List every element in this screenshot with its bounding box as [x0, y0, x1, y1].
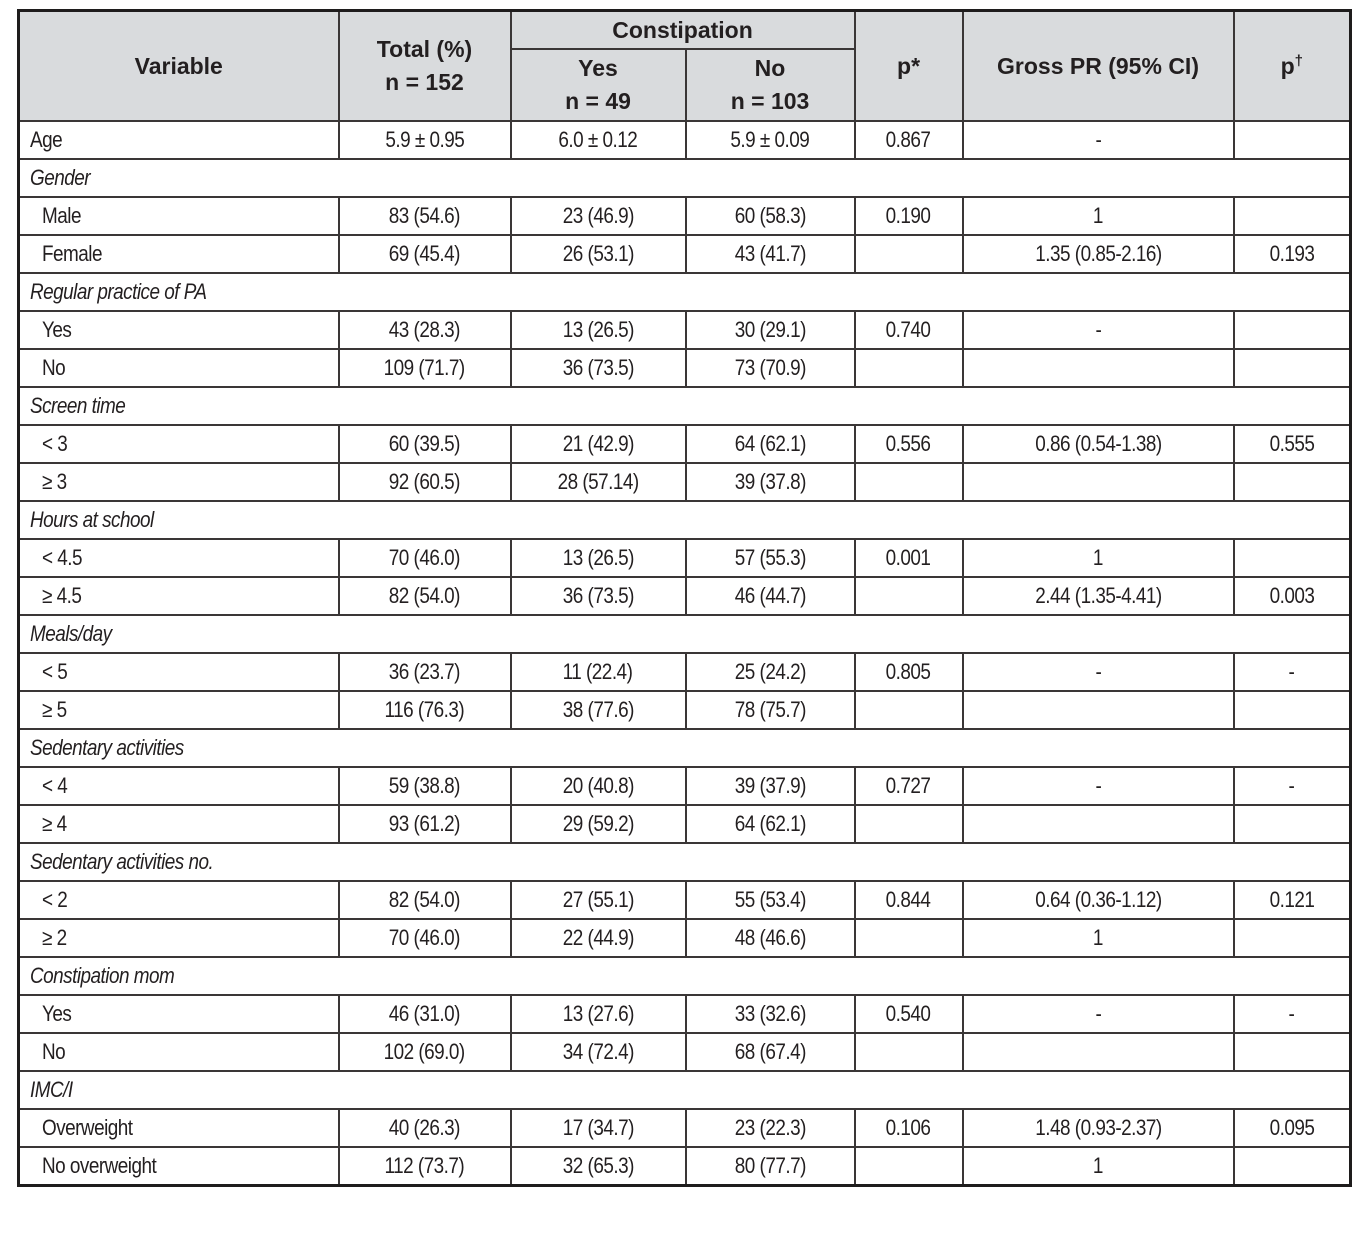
cell-p-dagger	[1234, 121, 1351, 159]
header-no	[686, 49, 855, 121]
header-gross-pr: Gross PR (95% CI)	[963, 11, 1234, 122]
cell-gross-pr: 1.35 (0.85-2.16)	[963, 235, 1234, 273]
cell-label: No	[19, 1033, 339, 1071]
cell-no: 60 (58.3)	[686, 197, 855, 235]
cell-yes: 13 (27.6)	[511, 995, 686, 1033]
cell-no: 46 (44.7)	[686, 577, 855, 615]
cell-gross-pr: 1	[963, 539, 1234, 577]
cell-total: 70 (46.0)	[339, 539, 511, 577]
cell-no: 23 (22.3)	[686, 1109, 855, 1147]
cell-total: 69 (45.4)	[339, 235, 511, 273]
table-row	[19, 577, 1351, 615]
cell-label: ≥ 4.5	[19, 577, 339, 615]
cell-label: ≥ 3	[19, 463, 339, 501]
table-row	[19, 995, 1351, 1033]
cell-gross-pr: 2.44 (1.35-4.41)	[963, 577, 1234, 615]
cell-total: 116 (76.3)	[339, 691, 511, 729]
cell-label: Female	[19, 235, 339, 273]
cell-p	[855, 805, 963, 843]
table-row	[19, 1033, 1351, 1071]
cell-p: 0.867	[855, 121, 963, 159]
group-title: Meals/day	[19, 615, 1351, 653]
cell-p: 0.190	[855, 197, 963, 235]
cell-total: 70 (46.0)	[339, 919, 511, 957]
group-title: Hours at school	[19, 501, 1351, 539]
cell-label: Male	[19, 197, 339, 235]
cell-p: 0.805	[855, 653, 963, 691]
group-title: Gender	[19, 159, 1351, 197]
cell-p-dagger: 0.193	[1234, 235, 1351, 273]
cell-p: 0.106	[855, 1109, 963, 1147]
table-row	[19, 805, 1351, 843]
cell-no: 78 (75.7)	[686, 691, 855, 729]
group-header-row	[19, 957, 1351, 995]
cell-p-dagger	[1234, 1147, 1351, 1186]
group-title: IMC/I	[19, 1071, 1351, 1109]
cell-yes: 28 (57.14)	[511, 463, 686, 501]
cell-yes: 26 (53.1)	[511, 235, 686, 273]
group-header-row	[19, 615, 1351, 653]
cell-gross-pr: -	[963, 311, 1234, 349]
group-header-row	[19, 387, 1351, 425]
cell-yes: 27 (55.1)	[511, 881, 686, 919]
cell-label: < 4.5	[19, 539, 339, 577]
cell-p	[855, 1033, 963, 1071]
table-body	[19, 121, 1351, 1186]
cell-yes: 36 (73.5)	[511, 349, 686, 387]
group-header-row	[19, 159, 1351, 197]
cell-p-dagger: 0.095	[1234, 1109, 1351, 1147]
cell-label: Overweight	[19, 1109, 339, 1147]
cell-yes: 34 (72.4)	[511, 1033, 686, 1071]
cell-gross-pr	[963, 805, 1234, 843]
table-header	[19, 11, 1351, 122]
cell-no: 39 (37.9)	[686, 767, 855, 805]
cell-yes: 20 (40.8)	[511, 767, 686, 805]
cell-gross-pr: 1	[963, 197, 1234, 235]
cell-total: 5.9 ± 0.95	[339, 121, 511, 159]
cell-label: Age	[19, 121, 339, 159]
table-row	[19, 919, 1351, 957]
table-row	[19, 349, 1351, 387]
cell-no: 57 (55.3)	[686, 539, 855, 577]
table-row	[19, 691, 1351, 729]
cell-no: 80 (77.7)	[686, 1147, 855, 1186]
cell-yes: 32 (65.3)	[511, 1147, 686, 1186]
cell-label: < 2	[19, 881, 339, 919]
header-yes-label: Yes	[578, 55, 618, 81]
header-total	[339, 11, 511, 122]
header-p-star: p*	[855, 11, 963, 122]
table-row-age	[19, 121, 1351, 159]
cell-total: 82 (54.0)	[339, 577, 511, 615]
cell-no: 30 (29.1)	[686, 311, 855, 349]
cell-p: 0.540	[855, 995, 963, 1033]
cell-p	[855, 349, 963, 387]
cell-p: 0.556	[855, 425, 963, 463]
cell-no: 64 (62.1)	[686, 425, 855, 463]
constipation-variables-table	[17, 9, 1352, 1187]
cell-label: < 5	[19, 653, 339, 691]
table-row	[19, 197, 1351, 235]
group-header-row	[19, 729, 1351, 767]
cell-yes: 22 (44.9)	[511, 919, 686, 957]
header-no-n: n = 103	[730, 88, 810, 114]
header-yes	[511, 49, 686, 121]
cell-label: ≥ 5	[19, 691, 339, 729]
cell-gross-pr: 1	[963, 1147, 1234, 1186]
cell-p: 0.740	[855, 311, 963, 349]
cell-no: 43 (41.7)	[686, 235, 855, 273]
header-constipation: Constipation	[511, 11, 855, 50]
cell-gross-pr: 1	[963, 919, 1234, 957]
cell-p-dagger	[1234, 463, 1351, 501]
cell-total: 82 (54.0)	[339, 881, 511, 919]
cell-p: 0.001	[855, 539, 963, 577]
cell-total: 46 (31.0)	[339, 995, 511, 1033]
cell-gross-pr: 0.64 (0.36-1.12)	[963, 881, 1234, 919]
cell-p-dagger: 0.003	[1234, 577, 1351, 615]
cell-label: < 3	[19, 425, 339, 463]
cell-gross-pr	[963, 463, 1234, 501]
cell-p	[855, 463, 963, 501]
cell-label: Yes	[19, 311, 339, 349]
cell-gross-pr: 1.48 (0.93-2.37)	[963, 1109, 1234, 1147]
cell-yes: 11 (22.4)	[511, 653, 686, 691]
table-row	[19, 653, 1351, 691]
cell-p-dagger: 0.121	[1234, 881, 1351, 919]
group-header-row	[19, 843, 1351, 881]
header-total-label: Total (%)	[376, 36, 473, 62]
table-row	[19, 539, 1351, 577]
table-row	[19, 1109, 1351, 1147]
cell-total: 36 (23.7)	[339, 653, 511, 691]
cell-gross-pr	[963, 1033, 1234, 1071]
cell-p: 0.844	[855, 881, 963, 919]
cell-gross-pr: -	[963, 653, 1234, 691]
cell-label: < 4	[19, 767, 339, 805]
table-row	[19, 425, 1351, 463]
cell-no: 33 (32.6)	[686, 995, 855, 1033]
group-header-row	[19, 273, 1351, 311]
group-header-row	[19, 501, 1351, 539]
cell-gross-pr	[963, 691, 1234, 729]
cell-p-dagger	[1234, 1033, 1351, 1071]
table-row	[19, 235, 1351, 273]
group-header-row	[19, 1071, 1351, 1109]
cell-no: 73 (70.9)	[686, 349, 855, 387]
group-title: Sedentary activities no.	[19, 843, 1351, 881]
group-title: Constipation mom	[19, 957, 1351, 995]
cell-p-dagger: -	[1234, 995, 1351, 1033]
cell-gross-pr	[963, 349, 1234, 387]
cell-p-dagger	[1234, 197, 1351, 235]
cell-no: 39 (37.8)	[686, 463, 855, 501]
cell-total: 102 (69.0)	[339, 1033, 511, 1071]
header-no-label: No	[754, 55, 786, 81]
header-p-dagger: p†	[1234, 11, 1351, 122]
cell-no: 48 (46.6)	[686, 919, 855, 957]
cell-p-dagger: -	[1234, 767, 1351, 805]
cell-gross-pr: 0.86 (0.54-1.38)	[963, 425, 1234, 463]
group-title: Screen time	[19, 387, 1351, 425]
cell-label: ≥ 2	[19, 919, 339, 957]
cell-p-dagger	[1234, 539, 1351, 577]
cell-p-dagger	[1234, 691, 1351, 729]
cell-yes: 6.0 ± 0.12	[511, 121, 686, 159]
cell-p	[855, 235, 963, 273]
cell-total: 112 (73.7)	[339, 1147, 511, 1186]
cell-p: 0.727	[855, 767, 963, 805]
cell-total: 109 (71.7)	[339, 349, 511, 387]
header-total-n: n = 152	[385, 69, 464, 95]
cell-p-dagger	[1234, 349, 1351, 387]
cell-yes: 23 (46.9)	[511, 197, 686, 235]
cell-no: 68 (67.4)	[686, 1033, 855, 1071]
cell-label: ≥ 4	[19, 805, 339, 843]
cell-no: 64 (62.1)	[686, 805, 855, 843]
cell-no: 25 (24.2)	[686, 653, 855, 691]
cell-no: 55 (53.4)	[686, 881, 855, 919]
cell-p-dagger: -	[1234, 653, 1351, 691]
table-container	[17, 9, 1352, 1187]
cell-p	[855, 1147, 963, 1186]
cell-yes: 29 (59.2)	[511, 805, 686, 843]
table-row	[19, 311, 1351, 349]
cell-p	[855, 577, 963, 615]
table-row	[19, 463, 1351, 501]
header-variable: Variable	[19, 11, 339, 122]
cell-total: 43 (28.3)	[339, 311, 511, 349]
cell-total: 59 (38.8)	[339, 767, 511, 805]
table-row	[19, 767, 1351, 805]
table-row	[19, 1147, 1351, 1186]
cell-yes: 38 (77.6)	[511, 691, 686, 729]
cell-p-dagger	[1234, 311, 1351, 349]
cell-label: No overweight	[19, 1147, 339, 1186]
group-title: Sedentary activities	[19, 729, 1351, 767]
cell-yes: 13 (26.5)	[511, 311, 686, 349]
cell-yes: 13 (26.5)	[511, 539, 686, 577]
cell-no: 5.9 ± 0.09	[686, 121, 855, 159]
cell-total: 92 (60.5)	[339, 463, 511, 501]
cell-total: 60 (39.5)	[339, 425, 511, 463]
cell-yes: 36 (73.5)	[511, 577, 686, 615]
cell-yes: 17 (34.7)	[511, 1109, 686, 1147]
cell-p-dagger	[1234, 919, 1351, 957]
dagger-symbol: †	[1294, 51, 1303, 69]
cell-label: Yes	[19, 995, 339, 1033]
cell-gross-pr: -	[963, 767, 1234, 805]
cell-label: No	[19, 349, 339, 387]
cell-gross-pr: -	[963, 995, 1234, 1033]
cell-total: 40 (26.3)	[339, 1109, 511, 1147]
cell-p-dagger	[1234, 805, 1351, 843]
header-yes-n: n = 49	[565, 88, 631, 114]
cell-p-dagger: 0.555	[1234, 425, 1351, 463]
table-row	[19, 881, 1351, 919]
cell-total: 93 (61.2)	[339, 805, 511, 843]
cell-p	[855, 691, 963, 729]
cell-yes: 21 (42.9)	[511, 425, 686, 463]
group-title: Regular practice of PA	[19, 273, 1351, 311]
cell-total: 83 (54.6)	[339, 197, 511, 235]
cell-gross-pr: -	[963, 121, 1234, 159]
cell-p	[855, 919, 963, 957]
